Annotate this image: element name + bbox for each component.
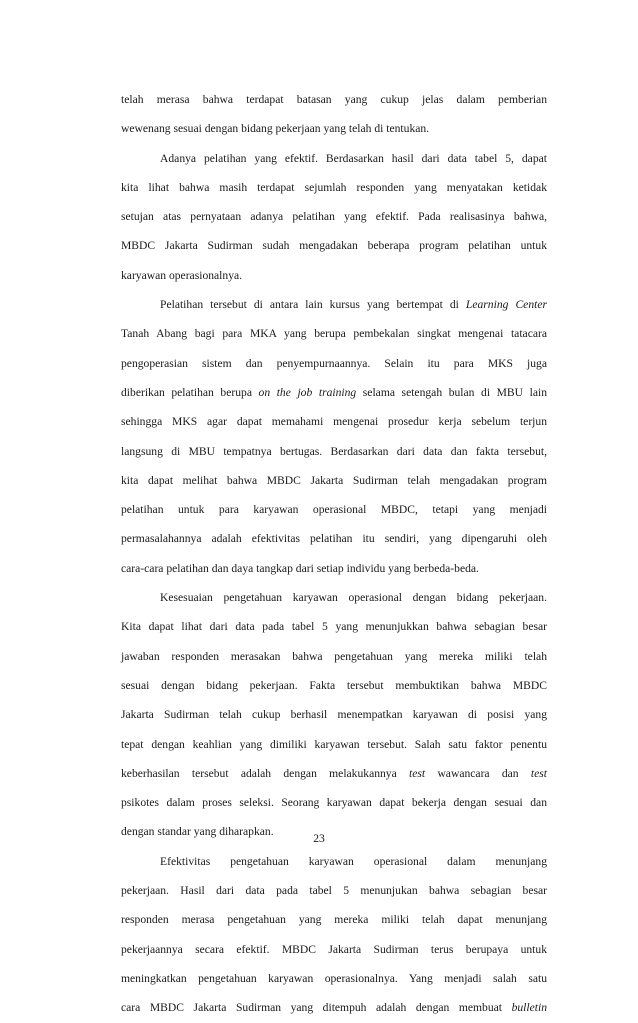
italic-term: on the job training [258,385,357,399]
text-line: MBDC Jakarta Sudirman sudah mengadakan beberapa program pelatihan untuk [121,239,547,253]
text-line: sehingga MKS agar dapat memahami mengenai prosedur kerja sebelum terjun [121,415,547,429]
text-line: Efektivitas pengetahuan karyawan operasional dalam menunjang [160,854,547,868]
text-line: meningkatkan pengetahuan karyawan operasionalnya. Yang menjadi salah satu [121,971,547,985]
text-span: keberhasilan tersebut adalah dengan melakukannya [121,766,410,780]
italic-term: Learning Center [465,298,547,312]
text-line: cara-cara pelatihan dan daya tangkap dari setiap individu yang berbeda-beda. [121,561,479,575]
text-line: Tanah Abang bagi para MKA yang berupa pembekalan singkat mengenai tatacara [121,327,547,341]
text-line [121,993,547,1022]
text-line: setujan atas pernyataan adanya pelatihan yang efektif. Pada realisasinya bahwa, [121,210,547,224]
italic-term: bulletin [511,1001,547,1015]
text-line: tepat dengan keahlian yang dimiliki karyawan tersebut. Salah satu faktor penentu [121,737,547,751]
text-line: kita lihat bahwa masih terdapat sejumlah responden yang menyatakan ketidak [121,180,547,194]
text-line: wewenang sesuai dengan bidang pekerjaan yang telah di tentukan. [121,122,430,136]
body-text [121,85,547,1023]
text-line: Jakarta Sudirman telah cukup berhasil menempatkan karyawan di posisi yang [121,708,547,722]
text-line: sesuai dengan bidang pekerjaan. Fakta tersebut membuktikan bahwa MBDC [121,678,547,692]
text-line: responden merasa pengetahuan yang mereka miliki telah dapat menunjang [121,913,547,927]
text-span: Pelatihan tersebut di antara lain kursus yang bertempat di [160,298,466,312]
text-line: dengan standar yang diharapkan. [121,825,274,839]
text-line: karyawan operasionalnya. [121,268,243,282]
text-line: jawaban responden merasakan bahwa pengetahuan yang mereka miliki telah [121,649,547,663]
italic-term: test [409,766,426,780]
text-line: Kita dapat lihat dari data pada tabel 5 yang menunjukkan bahwa sebagian besar [121,620,547,634]
text-line: Adanya pelatihan yang efektif. Berdasarkan hasil dari data tabel 5, dapat [160,151,547,165]
text-line: kita dapat melihat bahwa MBDC Jakarta Sudirman telah mengadakan program [121,473,547,487]
text-span: cara MBDC Jakarta Sudirman yang ditempuh adalah dengan membuat [121,1001,512,1015]
text-span: selama setengah bulan di MBU lain [356,385,547,399]
text-line: pekerjaannya secara efektif. MBDC Jakarta Sudirman terus berupaya untuk [121,942,547,956]
text-line: psikotes dalam proses seleksi. Seorang karyawan dapat bekerja dengan sesuai dan [121,796,547,810]
text-line: pelatihan untuk para karyawan operasional MBDC, tetapi yang menjadi [121,503,547,517]
text-line [121,378,547,407]
italic-term: test [530,766,547,780]
text-line: pekerjaan. Hasil dari data pada tabel 5 menunjukan bahwa sebagian besar [121,884,547,898]
text-line: telah merasa bahwa terdapat batasan yang cukup jelas dalam pemberian [121,93,547,106]
text-line [121,290,547,319]
page-number: 23 [313,832,325,845]
text-span: diberikan pelatihan berupa [121,385,259,399]
text-line [121,759,547,788]
text-span: wawancara dan [425,766,531,780]
text-line: permasalahannya adalah efektivitas pelatihan itu sendiri, yang dipengaruhi oleh [121,532,547,546]
text-line: langsung di MBU tempatnya bertugas. Berdasarkan dari data dan fakta tersebut, [121,444,547,458]
text-line: pengoperasian sistem dan penyempurnaannya. Selain itu para MKS juga [121,356,547,370]
text-line: Kesesuaian pengetahuan karyawan operasional dengan bidang pekerjaan. [160,591,547,605]
